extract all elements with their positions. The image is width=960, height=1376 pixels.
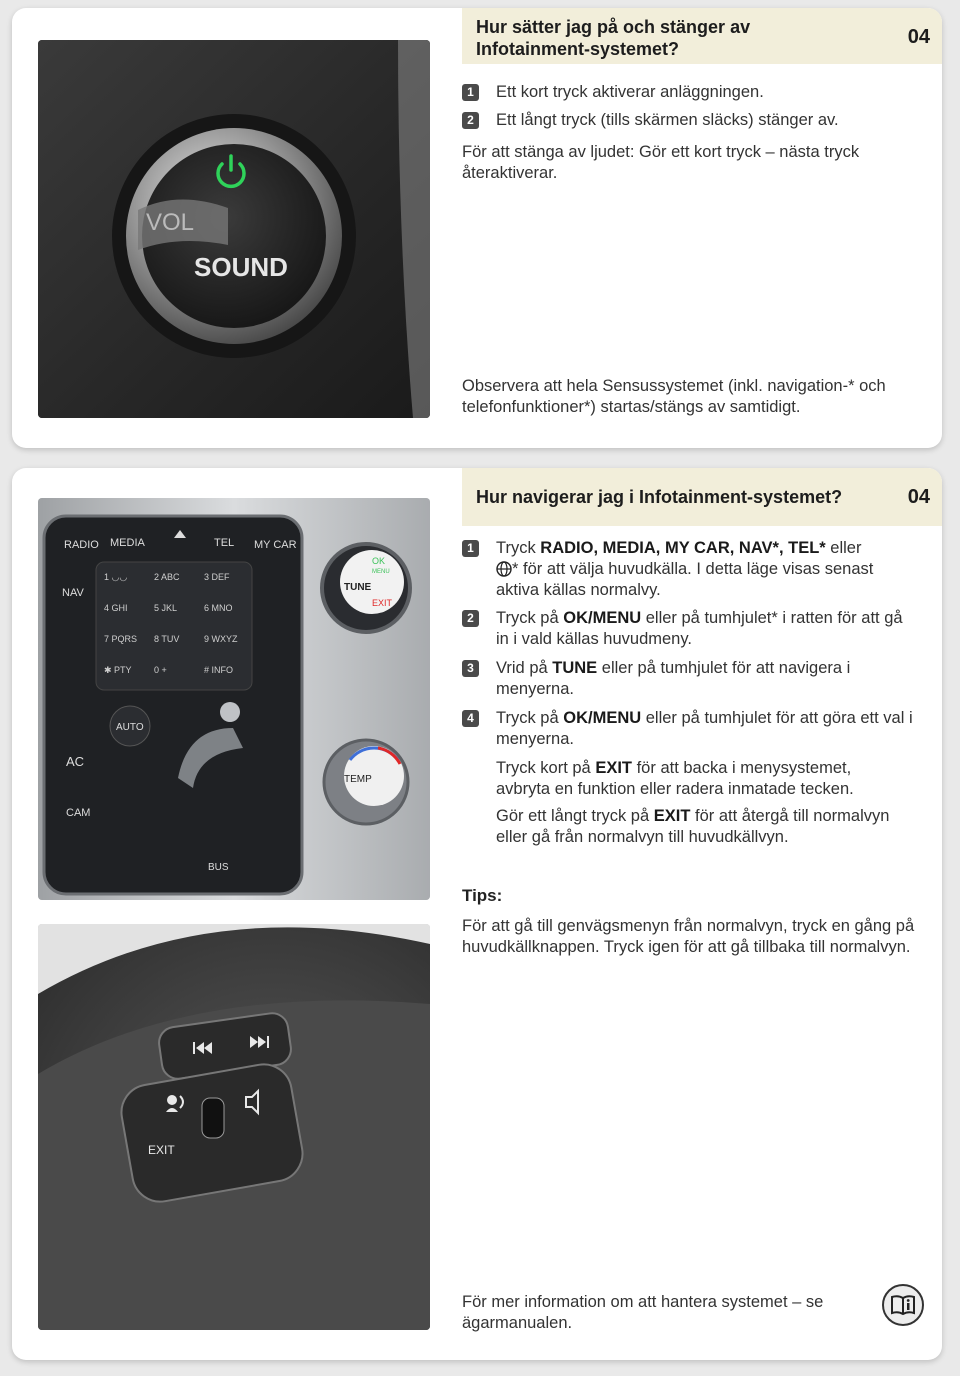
more-info-text: För mer information om att hantera systemet – se ägarmanualen.	[462, 1293, 824, 1332]
section2-title: Hur navigerar jag i Infotainment-systemet?	[476, 487, 843, 507]
keypad-key-5: 5 JKL	[154, 603, 178, 613]
radio-button: RADIO	[64, 539, 99, 551]
step-number-3: 3	[462, 660, 479, 677]
center-console-photo	[38, 498, 430, 900]
step-number-1: 1	[462, 84, 479, 101]
nav-step-4-text	[496, 708, 916, 750]
tune-knob-label: TUNE	[344, 582, 372, 593]
nav-step-1-post: * för att välja huvudkälla. I detta läge visas senast aktiva källas normalvy.	[496, 560, 874, 599]
keypad-key-3: 3 DEF	[204, 572, 230, 582]
sound-label: SOUND	[194, 252, 288, 282]
exit-long-press-text	[496, 806, 906, 848]
sensus-note: Observera att hela Sensussystemet (inkl. navigation-* och telefonfunktioner*) startas/stängs av samtidigt.	[462, 377, 886, 416]
cam-button: CAM	[66, 807, 91, 819]
media-button: MEDIA	[110, 537, 145, 549]
temp-knob-label: TEMP	[344, 774, 372, 785]
keypad-key-9: 9 WXYZ	[204, 634, 238, 644]
section1-chapter-number: 04	[907, 26, 930, 48]
nav-step-1-pre: Tryck	[496, 539, 541, 557]
ok-button-label: OK	[372, 556, 386, 566]
step-number-1: 1	[462, 540, 479, 557]
nav-step-2-text	[496, 608, 916, 650]
nav-step-1-mid: eller	[825, 539, 862, 557]
mute-instructions: För att stänga av ljudet: Gör ett kort tryck – nästa tryck återaktiverar.	[462, 143, 860, 182]
steering-wheel-photo	[38, 924, 430, 1330]
exit-button-label: EXIT	[372, 598, 393, 608]
globe-icon	[496, 561, 512, 577]
ok-menu-keyword: OK/MENU	[563, 609, 642, 627]
source-buttons-keywords: RADIO, MEDIA, MY CAR, NAV*, TEL*	[540, 539, 826, 557]
nav-step-3-post: eller på tumhjulet för att navigera i menyerna.	[496, 659, 851, 698]
ac-button: AC	[66, 754, 85, 769]
nav-step-1-text	[496, 538, 916, 601]
nav-step-3-pre: Vrid på	[496, 659, 553, 677]
exit-long-post: för att återgå till normalvyn eller gå från normalvyn till huvudkällvyn.	[496, 807, 890, 846]
keypad-key-6: 6 MNO	[204, 603, 233, 613]
step-number-2: 2	[462, 610, 479, 627]
keypad-key-8: 8 TUV	[154, 634, 180, 644]
owners-manual-icon	[882, 1284, 924, 1326]
keypad-key-1: 1 ◡◡	[104, 572, 128, 582]
section2-chapter-number: 04	[907, 486, 930, 508]
nav-button: NAV	[62, 587, 84, 599]
auto-button: AUTO	[116, 722, 144, 733]
bus-button: BUS	[208, 862, 229, 873]
tel-button: TEL	[214, 537, 235, 549]
volume-knob-illustration	[38, 40, 430, 418]
step-number-4: 4	[462, 710, 479, 727]
keypad-key-0: 0 +	[154, 665, 167, 675]
menu-button-label: MENU	[372, 569, 390, 575]
ok-menu-keyword: OK/MENU	[563, 709, 642, 727]
power-section-card	[12, 8, 942, 448]
tips-heading: Tips:	[462, 886, 503, 905]
section2-header	[462, 468, 942, 526]
nav-step-4-post: eller på tumhjulet för att göra ett val i menyerna.	[496, 709, 913, 748]
vol-label: VOL	[146, 209, 195, 236]
section1-header	[462, 8, 942, 64]
tune-keyword: TUNE	[552, 659, 598, 677]
center-console-illustration	[38, 498, 430, 900]
nav-step-4-pre: Tryck på	[496, 709, 564, 727]
exit-keyword: EXIT	[653, 807, 691, 825]
power-step-1-text: Ett kort tryck aktiverar anläggningen.	[496, 83, 764, 101]
volume-knob-photo	[38, 40, 430, 418]
section1-title: Hur sätter jag på och stänger av Infotainment-systemet?	[476, 17, 751, 59]
keypad-key-star: ✱ PTY	[104, 665, 132, 675]
navigation-section-card	[12, 468, 942, 1360]
nav-step-3-text	[496, 658, 916, 700]
power-step-2-text: Ett långt tryck (tills skärmen släcks) stänger av.	[496, 111, 839, 129]
exit-short-pre: Tryck kort på	[496, 759, 596, 777]
exit-keyword: EXIT	[595, 759, 633, 777]
steering-wheel-illustration	[38, 924, 430, 1330]
keypad-key-7: 7 PQRS	[104, 634, 138, 644]
exit-short-press-text	[496, 758, 906, 800]
mycar-button: MY CAR	[254, 539, 297, 551]
keypad-key-4: 4 GHI	[104, 603, 128, 613]
step-number-2: 2	[462, 112, 479, 129]
keypad-key-hash: # INFO	[204, 665, 234, 675]
keypad-key-2: 2 ABC	[154, 572, 180, 582]
exit-long-pre: Gör ett långt tryck på	[496, 807, 654, 825]
nav-step-2-pre: Tryck på	[496, 609, 564, 627]
tips-text: För att gå till genvägsmenyn från normalvyn, tryck en gång på huvudkällknappen. Tryck igen för att gå tillbaka till normalvyn.	[462, 917, 915, 956]
nav-step-2-post: eller på tumhjulet* i ratten för att gå in i vald källas huvudmeny.	[496, 609, 903, 648]
exit-short-post: för att backa i menysystemet, avbryta en funktion eller radera inmatade tecken.	[496, 759, 854, 798]
wheel-exit-button: EXIT	[148, 1143, 175, 1157]
